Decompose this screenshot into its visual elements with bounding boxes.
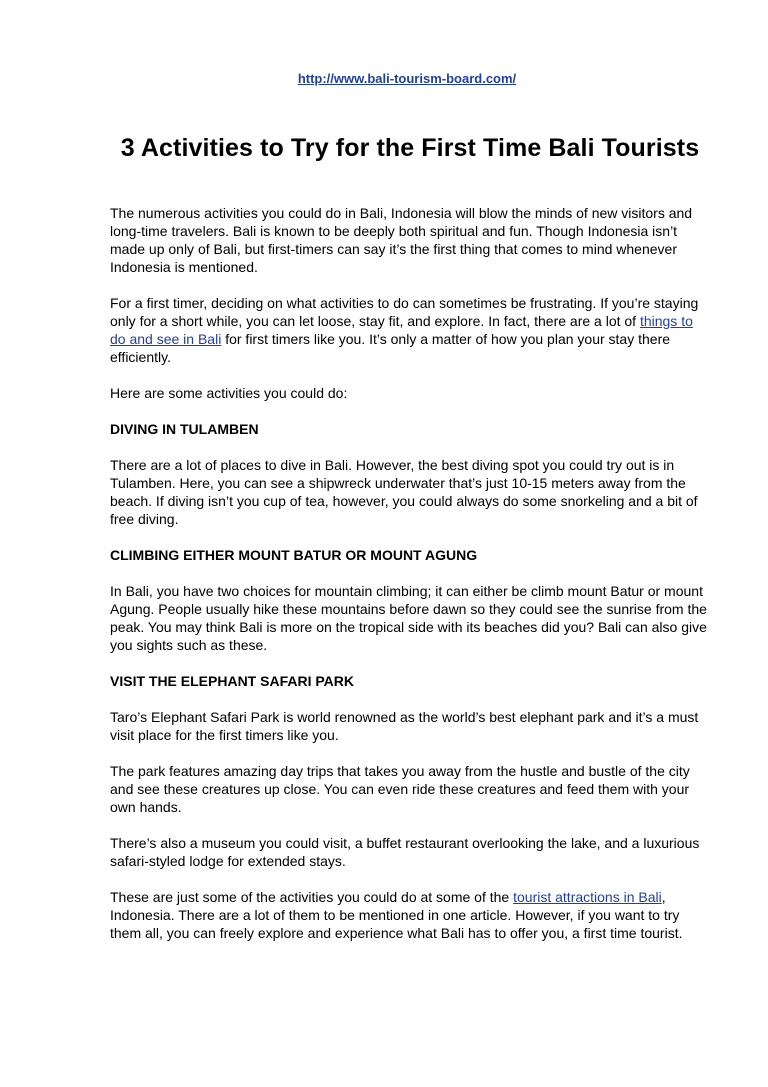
- intro-paragraph-2-text-after: for first timers like you. It’s only a matter of how you plan your stay there efficiently.: [110, 331, 671, 365]
- document-page: [110, 70, 710, 960]
- intro-paragraph-1: The numerous activities you could do in Bali, Indonesia will blow the minds of new visitors and long-time travelers. Bali is known to be deeply both spiritual and fun. Though Indonesia isn’t made up only of Bali, but first-timers can say it’s the first thing that comes to mind whenever Indonesia is mentioned.: [110, 205, 693, 275]
- things-to-do-link[interactable]: things to do and see in Bali: [110, 313, 693, 347]
- header-url-link[interactable]: http://www.bali-tourism-board.com/: [297, 71, 517, 86]
- section-heading-climbing: CLIMBING EITHER MOUNT BATUR OR MOUNT AGUNG: [110, 547, 478, 563]
- intro-paragraph-2: [110, 294, 710, 366]
- closing-text-after: , Indonesia. There are a lot of them to be mentioned in one article. However, if you want to try them all, you can freely explore and experience what Bali has to offer you, a first time tourist.: [110, 889, 683, 941]
- closing-paragraph: [110, 888, 710, 942]
- intro-paragraph-2-text-before: For a first timer, deciding on what activities to do can sometimes be frustrating. If you’re staying only for a short while, you can let loose, stay fit, and explore. In fact, there are a lot of: [110, 295, 699, 329]
- section-heading-diving: DIVING IN TULAMBEN: [110, 421, 259, 437]
- elephant-paragraph-3: There’s also a museum you could visit, a buffet restaurant overlooking the lake, and a luxurious safari-styled lodge for extended stays.: [110, 835, 700, 869]
- elephant-paragraph-1: Taro’s Elephant Safari Park is world renowned as the world’s best elephant park and it’s a must visit place for the first timers like you.: [110, 709, 699, 743]
- closing-text-before: These are just some of the activities you could do at some of the: [110, 889, 514, 905]
- tourist-attractions-link[interactable]: tourist attractions in Bali: [513, 889, 662, 905]
- article-body: [110, 204, 710, 942]
- diving-paragraph: There are a lot of places to dive in Bali. However, the best diving spot you could try out is in Tulamben. Here, you can see a shipwreck underwater that’s just 10-15 meters away from the beach. If diving isn’t you cup of tea, however, you could always do some snorkeling and a bit of free diving.: [110, 457, 698, 527]
- climbing-paragraph: In Bali, you have two choices for mountain climbing; it can either be climb mount Batur or mount Agung. People usually hike these mountains before dawn so they could see the sunrise from the peak. You may think Bali is more on the tropical side with its beaches did you? Bali can also give you sights such as these.: [110, 583, 707, 653]
- elephant-paragraph-2: The park features amazing day trips that takes you away from the hustle and bustle of the city and see these creatures up close. You can even ride these creatures and feed them with your own hands.: [110, 763, 690, 815]
- intro-paragraph-3: Here are some activities you could do:: [110, 385, 348, 401]
- section-heading-elephant: VISIT THE ELEPHANT SAFARI PARK: [110, 673, 354, 689]
- page-title: 3 Activities to Try for the First Time Bali Tourists: [120, 134, 700, 162]
